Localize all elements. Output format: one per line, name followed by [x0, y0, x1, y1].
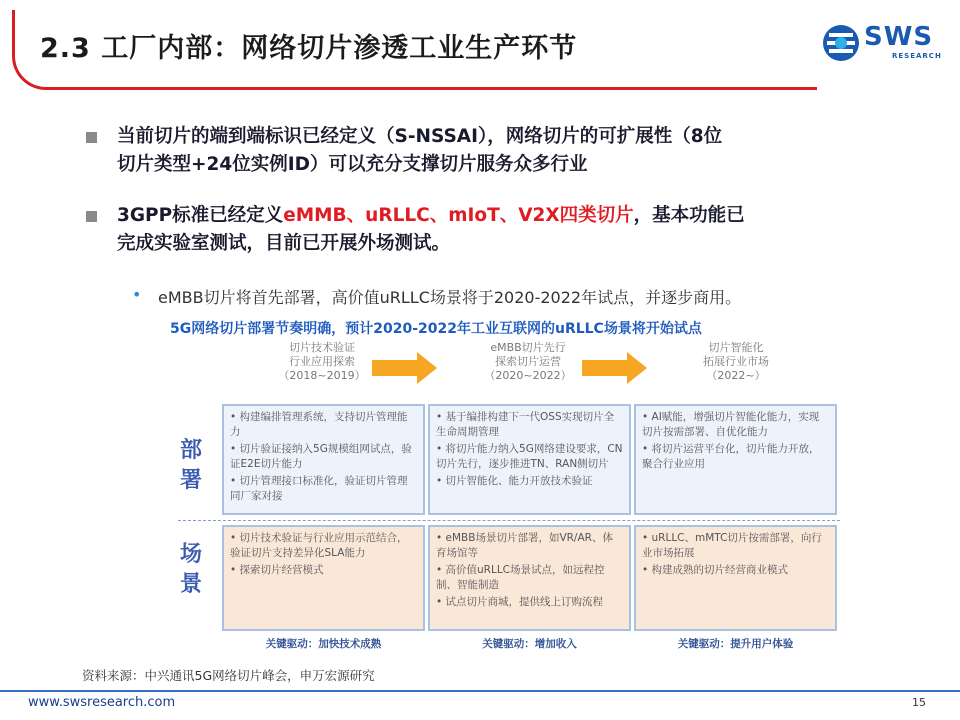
sub-bullet-text: eMBB切片将首先部署，高价值uRLLC场景将于2020-2022年试点，并逐步商用。 — [158, 288, 742, 307]
deploy-cell-1 — [222, 404, 425, 515]
scenario-cell-1-item: • 切片技术验证与行业应用示范结合，验证切片支持差异化SLA能力 — [230, 532, 408, 559]
footer-divider — [0, 690, 960, 692]
page-number: 15 — [912, 696, 926, 709]
stage-3-line2: 拓展行业市场 — [703, 355, 769, 368]
bullet-2-post: ，基本功能已 — [633, 205, 745, 226]
stage-2-line1: eMBB切片先行 — [490, 341, 566, 354]
deploy-cell-3-item: • AI赋能，增强切片智能化能力，实现切片按需部署、自优化能力 — [642, 411, 820, 438]
sws-logo-mark-icon — [822, 24, 860, 62]
key-driver-3: 关键驱动：提升用户体验 — [677, 638, 794, 650]
logo-subtext: RESEARCH — [892, 52, 942, 60]
deploy-char-1: 部 — [180, 438, 203, 463]
stage-1-line1: 切片技术验证 — [289, 341, 355, 354]
bullet-2-highlight: eMMB、uRLLC、mIoT、V2X四类切片 — [283, 205, 634, 226]
scenario-cell-1 — [222, 525, 425, 631]
stage-2-label — [468, 341, 588, 383]
bullet-square-icon — [86, 211, 97, 222]
deploy-cell-2-item: • 将切片能力纳入5G网络建设要求，CN切片先行，逐步推进TN、RAN侧切片 — [436, 443, 623, 470]
bullet-2-line2: 完成实验室测试，目前已开展外场测试。 — [117, 233, 451, 254]
deploy-cell-3-item: • 将切片运营平台化，切片能力开放，聚合行业应用 — [642, 443, 820, 470]
arrow-2-icon — [582, 352, 647, 384]
sub-bullet-dot-icon: • — [132, 285, 142, 304]
bullet-1-line1: 当前切片的端到端标识已经定义（S-NSSAI），网络切片的可扩展性（8位 — [117, 126, 723, 147]
scenario-cell-3-item: • uRLLC、mMTC切片按需部署，向行业市场拓展 — [642, 532, 822, 559]
bullet-square-icon — [86, 132, 97, 143]
scenario-cell-3-item: • 构建成熟的切片经营商业模式 — [642, 564, 789, 576]
deploy-cell-1-item: • 构建编排管理系统，支持切片管理能力 — [230, 411, 408, 438]
bullet-2-line1 — [117, 202, 937, 230]
scenario-char-1: 场 — [180, 542, 203, 567]
scenario-char-2: 景 — [180, 572, 203, 597]
stage-1-line3: （2018~2019） — [278, 369, 366, 382]
stage-1-line2: 行业应用探索 — [289, 355, 355, 368]
footer-url[interactable]: www.swsresearch.com — [28, 695, 176, 710]
scenario-cell-1-item: • 探索切片经营模式 — [230, 564, 324, 576]
key-driver-2: 关键驱动：增加收入 — [482, 638, 577, 650]
deploy-cell-1-item: • 切片验证接纳入5G规模组网试点，验证E2E切片能力 — [230, 443, 412, 470]
scenario-cell-2-item: • 试点切片商城，提供线上订购流程 — [436, 596, 604, 608]
deploy-char-2: 署 — [180, 468, 203, 493]
group-label-deploy — [180, 436, 202, 496]
bullet-1 — [117, 123, 937, 179]
scenario-cell-2-item: • eMBB场景切片部署，如VR/AR、体育场馆等 — [436, 532, 613, 559]
stage-3-line3: （2022~） — [706, 369, 766, 382]
deploy-cell-2-item: • 切片智能化、能力开放技术验证 — [436, 475, 593, 487]
source-note: 资料来源：中兴通讯5G网络切片峰会，申万宏源研究 — [82, 668, 375, 683]
row-divider — [178, 520, 840, 521]
deploy-cell-3 — [634, 404, 837, 515]
sws-logo — [822, 22, 942, 68]
logo-text: SWS — [864, 22, 934, 52]
stage-1-label — [262, 341, 382, 383]
bullet-1-line2: 切片类型+24位实例ID）可以充分支撑切片服务众多行业 — [117, 154, 588, 175]
stage-2-line2: 探索切片运营 — [495, 355, 561, 368]
stage-2-line3: （2020~2022） — [484, 369, 572, 382]
bullet-2 — [117, 202, 937, 258]
scenario-cell-2-item: • 高价值uRLLC场景试点，如远程控制、智能制造 — [436, 564, 605, 591]
deploy-cell-1-item: • 切片管理接口标准化，验证切片管理同厂家对接 — [230, 475, 408, 502]
scenario-cell-3 — [634, 525, 837, 631]
stage-3-line1: 切片智能化 — [708, 341, 764, 354]
figure-caption: 5G网络切片部署节奏明确，预计2020-2022年工业互联网的uRLLC场景将开始试点 — [170, 321, 702, 337]
group-label-scenario — [180, 540, 202, 600]
slide-title: 2.3 工厂内部：网络切片渗透工业生产环节 — [40, 33, 578, 64]
deploy-cell-2 — [428, 404, 631, 515]
key-driver-1: 关键驱动：加快技术成熟 — [265, 638, 382, 650]
scenario-cell-2 — [428, 525, 631, 631]
bullet-2-pre: 3GPP标准已经定义 — [117, 205, 284, 226]
deploy-cell-2-item: • 基于编排构建下一代OSS实现切片全生命周期管理 — [436, 411, 615, 438]
stage-3-label — [676, 341, 796, 383]
